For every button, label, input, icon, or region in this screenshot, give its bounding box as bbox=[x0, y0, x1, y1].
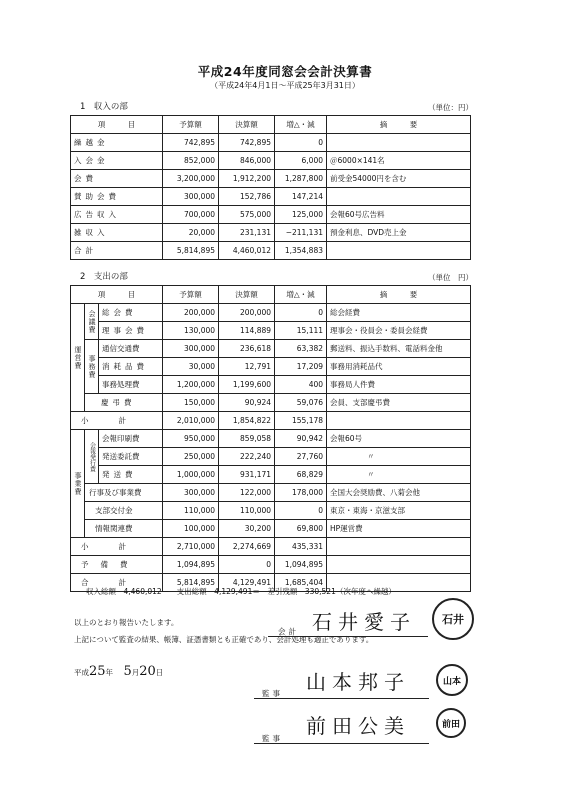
table-row: 理事会費 130,000 114,889 15,111 理事会・役員会・委員会経費 bbox=[71, 322, 471, 340]
subgroup-label-meeting: 会議費 bbox=[85, 304, 99, 340]
audit-statement: 上記について監査の結果、帳簿、証憑書類とも正確であり、会計処理も適正であります。 bbox=[74, 635, 374, 644]
table-row: 繰越金 742,895 742,895 0 bbox=[71, 134, 471, 152]
signature-role-auditor: 監事 bbox=[262, 734, 283, 743]
table-row: 発送委託費 250,000 222,240 27,760 〃 bbox=[71, 448, 471, 466]
table-row: 発送費 1,000,000 931,171 68,829 〃 bbox=[71, 466, 471, 484]
income-header-row bbox=[71, 116, 471, 134]
table-row: 賛助会費 300,000 152,786 147,214 bbox=[71, 188, 471, 206]
signature-auditor-1: 山本邦子 bbox=[306, 670, 410, 694]
seal-accountant: 石井 bbox=[432, 598, 474, 640]
header-budget: 予算額 bbox=[163, 286, 219, 304]
income-section-heading: 1 収入の部 bbox=[80, 102, 128, 112]
subtotal-row: 小計 2,710,000 2,274,669 435,331 bbox=[71, 538, 471, 556]
header-actual: 決算額 bbox=[219, 116, 275, 134]
table-row: 雑収入 20,000 231,131 −211,131 預金利息、DVD売上金 bbox=[71, 224, 471, 242]
signature-auditor-2: 前田公美 bbox=[306, 714, 410, 738]
header-note: 摘 要 bbox=[327, 286, 471, 304]
header-budget: 予算額 bbox=[163, 116, 219, 134]
table-row: 慶弔費 150,000 90,924 59,076 会員、支部慶弔費 bbox=[71, 394, 471, 412]
header-item: 項 目 bbox=[71, 286, 163, 304]
total-row: 合計 5,814,895 4,460,012 1,354,883 bbox=[71, 242, 471, 260]
seal-auditor-1: 山本 bbox=[436, 664, 468, 696]
table-row: 運営費 会議費 総会費 200,000 200,000 0 総会経費 bbox=[71, 304, 471, 322]
seal-auditor-2: 前田 bbox=[436, 708, 466, 738]
subgroup-label-office: 事務費 bbox=[85, 340, 99, 394]
header-diff: 増△・減 bbox=[275, 286, 327, 304]
table-row: 事務処理費 1,200,000 1,199,600 400 事務局人件費 bbox=[71, 376, 471, 394]
expense-unit: （単位 円） bbox=[428, 273, 473, 282]
income-unit: （単位：円） bbox=[428, 103, 473, 112]
table-row: 事業費 会報発行費 会報印刷費 950,000 859,058 90,942 会報60号 bbox=[71, 430, 471, 448]
table-row: 入会金 852,000 846,000 6,000 ＠6000×141名 bbox=[71, 152, 471, 170]
signature-role-accountant: 会計 bbox=[278, 627, 299, 636]
header-note: 摘 要 bbox=[327, 116, 471, 134]
table-row: 行事及び事業費 300,000 122,000 178,000 全国大会奨励費、八菊会他 bbox=[71, 484, 471, 502]
subgroup-label-bulletin: 会報発行費 bbox=[85, 430, 99, 484]
group-label-project: 事業費 bbox=[71, 430, 85, 538]
table-row: 事務費 通信交通費 300,000 236,618 63,382 郵送料、振込手数料、電話料金他 bbox=[71, 340, 471, 358]
reserve-row: 予備費 1,094,895 0 1,094,895 bbox=[71, 556, 471, 574]
expense-header-row bbox=[71, 286, 471, 304]
group-label-operating: 運営費 bbox=[71, 304, 85, 412]
fiscal-period: （平成24年4月1日～平成25年3月31日） bbox=[210, 81, 360, 90]
signature-role-auditor: 監事 bbox=[262, 689, 283, 698]
table-row: 広告収入 700,000 575,000 125,000 会報60号広告料 bbox=[71, 206, 471, 224]
expense-section-heading: 2 支出の部 bbox=[80, 272, 128, 282]
document-title: 平成24年度同窓会会計決算書 bbox=[197, 64, 373, 79]
balance-summary: 収入総額 4,460,012－ 支出総額 4,129,491＝ 差引残額 330,521（次年度へ繰越） bbox=[86, 587, 396, 596]
table-row: 情報関連費 100,000 30,200 69,800 HP運営費 bbox=[71, 520, 471, 538]
total-row: 合計 5,814,895 4,129,491 1,685,404 bbox=[71, 574, 471, 592]
income-table bbox=[70, 115, 471, 260]
header-actual: 決算額 bbox=[219, 286, 275, 304]
subtotal-row: 小計 2,010,000 1,854,822 155,178 bbox=[71, 412, 471, 430]
table-row: 消耗品費 30,000 12,791 17,209 事務用消耗品代 bbox=[71, 358, 471, 376]
table-row: 支部交付金 110,000 110,000 0 東京・東海・京滋支部 bbox=[71, 502, 471, 520]
report-date: 平成25年 5月20日 bbox=[74, 664, 164, 679]
table-row: 会費 3,200,000 1,912,200 1,287,800 前受金54000円を含む bbox=[71, 170, 471, 188]
header-item: 項 目 bbox=[71, 116, 163, 134]
expense-table bbox=[70, 285, 471, 592]
report-statement: 以上のとおり報告いたします。 bbox=[74, 618, 179, 627]
signature-accountant: 石井愛子 bbox=[312, 610, 416, 634]
header-diff: 増△・減 bbox=[275, 116, 327, 134]
